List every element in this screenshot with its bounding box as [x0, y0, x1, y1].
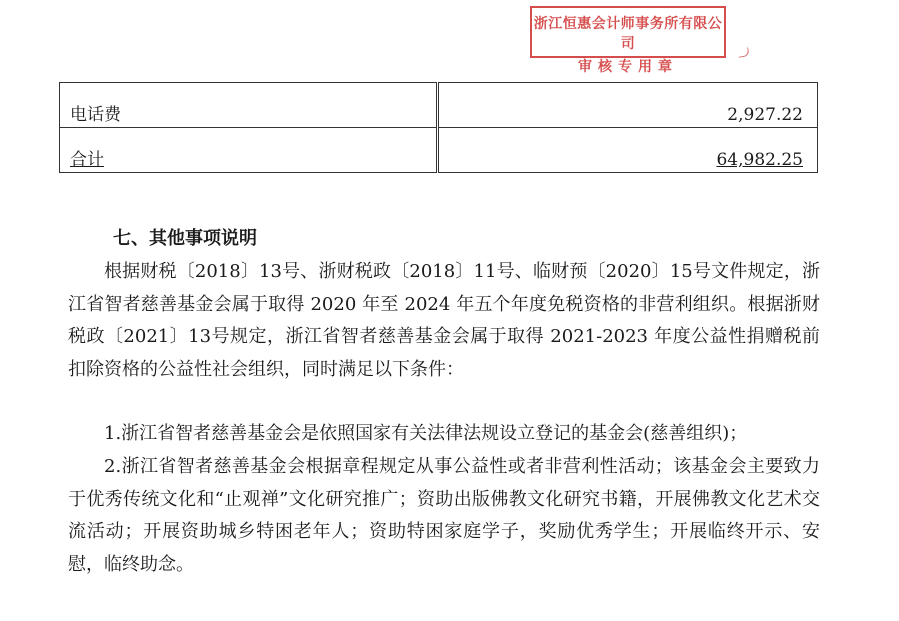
paragraph-tax-status: 根据财税〔2018〕13号、浙财税政〔2018〕11号、临财预〔2020〕15号文件规定，浙江省智者慈善基金会属于取得 2020 年至 2024 年五个年度免税资格的非营利组织。根据浙财税政〔2021〕13号规定，浙江省智者慈善基金会属于取得 2021-2023 年度公益性捐赠税前扣除资格的公益性社会组织，同时满足以下条件： — [68, 261, 820, 380]
stamp-firm-name: 浙江恒惠会计师事务所有限公司 — [533, 16, 723, 52]
fee-table — [59, 82, 818, 173]
table-cell-amount: 2,927.22 — [438, 83, 818, 128]
condition-item-1: 1.浙江省智者慈善基金会是依照国家有关法律法规设立登记的基金会(慈善组织)； — [104, 423, 748, 444]
table-row — [60, 128, 818, 173]
table-cell-total-label — [60, 128, 438, 173]
pen-mark — [737, 47, 749, 58]
stamp-purpose: 审核专用章 — [578, 59, 678, 75]
table-cell-label: 电话费 — [60, 83, 438, 128]
table-row — [60, 83, 818, 128]
audit-stamp — [530, 6, 726, 75]
total-amount: 64,982.25 — [716, 150, 803, 170]
total-label: 合计 — [70, 150, 104, 170]
table-cell-total-amount — [438, 128, 818, 173]
section-heading: 七、其他事项说明 — [113, 228, 257, 249]
condition-item-2: 2.浙江省智者慈善基金会根据章程规定从事公益性或者非营利性活动；该基金会主要致力于优秀传统文化和“止观禅”文化研究推广；资助出版佛教文化研究书籍，开展佛教文化艺术交流活动；开展资助城乡特困老年人；资助特困家庭学子，奖励优秀学生；开展临终开示、安慰，临终助念。 — [68, 456, 820, 575]
